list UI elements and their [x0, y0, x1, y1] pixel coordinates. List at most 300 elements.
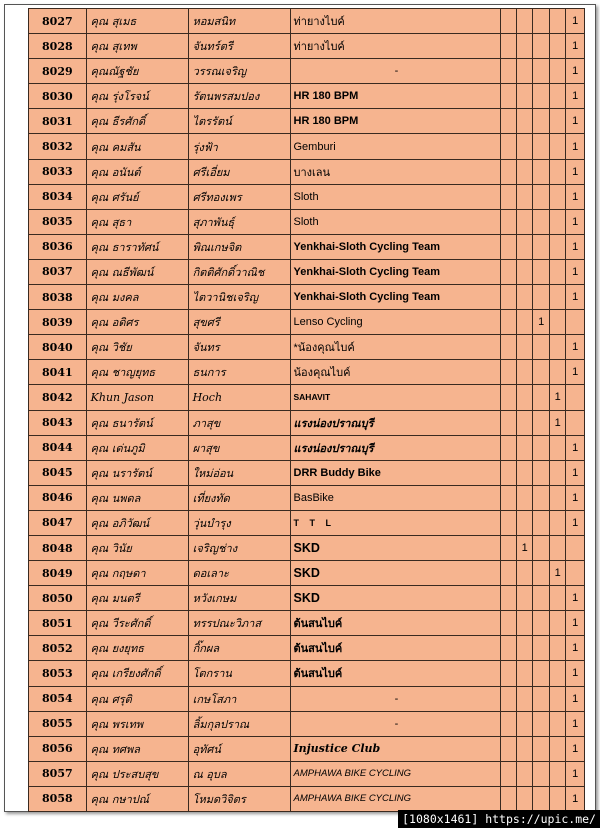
bib-number: 8050 [29, 586, 87, 611]
category-mark [533, 460, 549, 485]
category-mark [549, 360, 565, 385]
team-name: Gemburi [290, 134, 500, 159]
category-mark [500, 59, 516, 84]
category-mark [533, 736, 549, 761]
category-mark [500, 410, 516, 435]
category-mark: 1 [517, 535, 533, 560]
bib-number: 8032 [29, 134, 87, 159]
last-name: สุภาพันธุ์ [188, 209, 290, 234]
team-name: ท่ายางไบค์ [290, 34, 500, 59]
category-mark [500, 134, 516, 159]
table-row [29, 611, 585, 636]
first-name: คุณ ศรันย์ [86, 184, 188, 209]
category-mark [517, 586, 533, 611]
table-row [29, 34, 585, 59]
bib-number: 8049 [29, 561, 87, 586]
last-name: Hoch [188, 385, 290, 410]
bib-number: 8034 [29, 184, 87, 209]
category-mark: 1 [566, 209, 585, 234]
category-mark: 1 [566, 786, 585, 811]
last-name: รุ่งฟ้า [188, 134, 290, 159]
category-mark: 1 [566, 109, 585, 134]
first-name: คุณ นพดล [86, 485, 188, 510]
team-name: ท่ายางไบค์ [290, 9, 500, 34]
category-mark [500, 285, 516, 310]
category-mark [533, 234, 549, 259]
bib-number: 8037 [29, 259, 87, 284]
table-row [29, 234, 585, 259]
category-mark [517, 285, 533, 310]
category-mark [517, 159, 533, 184]
table-row [29, 9, 585, 34]
first-name: คุณณัฐชัย [86, 59, 188, 84]
first-name: คุณ อนันต์ [86, 159, 188, 184]
category-mark [517, 209, 533, 234]
category-mark [500, 360, 516, 385]
bib-number: 8030 [29, 84, 87, 109]
category-mark [500, 561, 516, 586]
bib-number: 8044 [29, 435, 87, 460]
category-mark [500, 310, 516, 335]
category-mark [500, 485, 516, 510]
team-name: HR 180 BPM [290, 84, 500, 109]
bib-number: 8036 [29, 234, 87, 259]
first-name: คุณ ทศพล [86, 736, 188, 761]
category-mark [517, 184, 533, 209]
first-name: คุณ พรเทพ [86, 711, 188, 736]
category-mark [549, 535, 565, 560]
table-row [29, 259, 585, 284]
team-name: แรงน่องปราณบุรี [290, 435, 500, 460]
category-mark: 1 [566, 510, 585, 535]
team-name: Sloth [290, 184, 500, 209]
last-name: อุทัศน์ [188, 736, 290, 761]
category-mark [500, 184, 516, 209]
category-mark [533, 510, 549, 535]
category-mark [533, 209, 549, 234]
first-name: คุณ ณธีพัฒน์ [86, 259, 188, 284]
category-mark: 1 [566, 761, 585, 786]
category-mark [549, 259, 565, 284]
category-mark [533, 435, 549, 460]
last-name: วุ่นบำรุง [188, 510, 290, 535]
first-name: คุณ ธาราทัศน์ [86, 234, 188, 259]
last-name: โหมดวิจิตร [188, 786, 290, 811]
last-name: เจริญช่าง [188, 535, 290, 560]
team-name: SKD [290, 561, 500, 586]
team-name: - [290, 686, 500, 711]
category-mark: 1 [566, 586, 585, 611]
category-mark [549, 109, 565, 134]
last-name: กิตติศักดิ์วาณิช [188, 259, 290, 284]
category-mark [517, 485, 533, 510]
team-name: Sloth [290, 209, 500, 234]
table-row [29, 59, 585, 84]
category-mark [500, 460, 516, 485]
team-name: SKD [290, 535, 500, 560]
last-name: หอมสนิท [188, 9, 290, 34]
category-mark: 1 [566, 360, 585, 385]
table-row [29, 711, 585, 736]
category-mark: 1 [566, 234, 585, 259]
first-name: คุณ เด่นภูมิ [86, 435, 188, 460]
category-mark: 1 [566, 611, 585, 636]
category-mark: 1 [566, 59, 585, 84]
category-mark [549, 209, 565, 234]
category-mark [533, 84, 549, 109]
category-mark [517, 661, 533, 686]
category-mark [517, 360, 533, 385]
category-mark [549, 34, 565, 59]
table-row [29, 736, 585, 761]
first-name: คุณ นรารัตน์ [86, 460, 188, 485]
category-mark [500, 335, 516, 360]
table-row [29, 109, 585, 134]
category-mark [517, 761, 533, 786]
category-mark [517, 84, 533, 109]
bib-number: 8056 [29, 736, 87, 761]
last-name: สุขศรี [188, 310, 290, 335]
category-mark [517, 34, 533, 59]
bib-number: 8052 [29, 636, 87, 661]
first-name: คุณ อภิวัฒน์ [86, 510, 188, 535]
category-mark: 1 [566, 159, 585, 184]
bib-number: 8031 [29, 109, 87, 134]
last-name: หวังเกษม [188, 586, 290, 611]
category-mark [517, 711, 533, 736]
team-name: BasBike [290, 485, 500, 510]
last-name: จันทร [188, 335, 290, 360]
category-mark [517, 435, 533, 460]
category-mark [533, 134, 549, 159]
last-name: ณ อุบล [188, 761, 290, 786]
category-mark [517, 335, 533, 360]
table-row [29, 84, 585, 109]
first-name: คุณ สุเทพ [86, 34, 188, 59]
team-name: ต้นสนไบค์ [290, 636, 500, 661]
category-mark: 1 [566, 485, 585, 510]
team-name: AMPHAWA BIKE CYCLING [290, 761, 500, 786]
category-mark [533, 184, 549, 209]
team-name: ต้นสนไบค์ [290, 611, 500, 636]
category-mark [549, 686, 565, 711]
category-mark [517, 134, 533, 159]
category-mark [500, 9, 516, 34]
table-row [29, 661, 585, 686]
team-name: บางเลน [290, 159, 500, 184]
first-name: คุณ ชาญยุทธ [86, 360, 188, 385]
category-mark: 1 [566, 661, 585, 686]
bib-number: 8038 [29, 285, 87, 310]
category-mark [517, 561, 533, 586]
category-mark: 1 [566, 736, 585, 761]
watermark-label: [1080x1461] https://upic.me/ [398, 810, 600, 828]
first-name: คุณ มงคล [86, 285, 188, 310]
category-mark: 1 [533, 310, 549, 335]
last-name: พิณเกษจิต [188, 234, 290, 259]
first-name: คุณ วีระศักดิ์ [86, 611, 188, 636]
category-mark [549, 736, 565, 761]
last-name: ลิ้มกุลปราณ [188, 711, 290, 736]
team-name: Lenso Cycling [290, 310, 500, 335]
team-name: Yenkhai-Sloth Cycling Team [290, 285, 500, 310]
category-mark [500, 586, 516, 611]
category-mark [517, 410, 533, 435]
category-mark [549, 485, 565, 510]
bib-number: 8054 [29, 686, 87, 711]
category-mark [517, 259, 533, 284]
bib-number: 8040 [29, 335, 87, 360]
first-name: Khun Jason [86, 385, 188, 410]
first-name: คุณ อดิศร [86, 310, 188, 335]
category-mark [549, 636, 565, 661]
category-mark [517, 736, 533, 761]
category-mark [533, 159, 549, 184]
category-mark: 1 [566, 460, 585, 485]
team-name: Injustice Club [290, 736, 500, 761]
first-name: คุณ มนตรี [86, 586, 188, 611]
category-mark [549, 234, 565, 259]
first-name: คุณ วินัย [86, 535, 188, 560]
table-row [29, 310, 585, 335]
bib-number: 8035 [29, 209, 87, 234]
category-mark [566, 385, 585, 410]
category-mark [533, 761, 549, 786]
last-name: จันทร์ตรี [188, 34, 290, 59]
category-mark: 1 [549, 410, 565, 435]
category-mark [566, 535, 585, 560]
category-mark [517, 310, 533, 335]
category-mark [533, 285, 549, 310]
first-name: คุณ คมสัน [86, 134, 188, 159]
category-mark [533, 586, 549, 611]
category-mark [549, 335, 565, 360]
category-mark [533, 611, 549, 636]
category-mark [549, 134, 565, 159]
category-mark [533, 485, 549, 510]
category-mark [533, 686, 549, 711]
category-mark [500, 159, 516, 184]
category-mark: 1 [566, 84, 585, 109]
category-mark [549, 611, 565, 636]
category-mark [533, 410, 549, 435]
bib-number: 8033 [29, 159, 87, 184]
category-mark [517, 786, 533, 811]
bib-number: 8046 [29, 485, 87, 510]
first-name: คุณ ศรุติ [86, 686, 188, 711]
category-mark: 1 [566, 184, 585, 209]
category-mark: 1 [566, 636, 585, 661]
table-row [29, 285, 585, 310]
category-mark [533, 335, 549, 360]
team-name: Yenkhai-Sloth Cycling Team [290, 234, 500, 259]
table-row [29, 184, 585, 209]
team-name: HR 180 BPM [290, 109, 500, 134]
bib-number: 8057 [29, 761, 87, 786]
last-name: โตกราน [188, 661, 290, 686]
bib-number: 8039 [29, 310, 87, 335]
category-mark [500, 786, 516, 811]
category-mark [549, 586, 565, 611]
first-name: คุณ เกรียงศักดิ์ [86, 661, 188, 686]
table-row [29, 510, 585, 535]
category-mark: 1 [566, 711, 585, 736]
team-name: DRR Buddy Bike [290, 460, 500, 485]
table-row [29, 159, 585, 184]
category-mark [500, 385, 516, 410]
bib-number: 8029 [29, 59, 87, 84]
category-mark [500, 435, 516, 460]
category-mark [500, 636, 516, 661]
bib-number: 8043 [29, 410, 87, 435]
category-mark: 1 [566, 435, 585, 460]
category-mark [549, 435, 565, 460]
first-name: คุณ วิชัย [86, 335, 188, 360]
category-mark: 1 [566, 285, 585, 310]
category-mark [500, 234, 516, 259]
last-name: ศรีทองเพร [188, 184, 290, 209]
category-mark [533, 259, 549, 284]
team-name: SKD [290, 586, 500, 611]
last-name: ไตวานิชเจริญ [188, 285, 290, 310]
category-mark [549, 59, 565, 84]
category-mark [500, 510, 516, 535]
bib-number: 8045 [29, 460, 87, 485]
last-name: ศรีเอี่ยม [188, 159, 290, 184]
category-mark [500, 711, 516, 736]
bib-number: 8042 [29, 385, 87, 410]
table-row [29, 435, 585, 460]
category-mark [549, 9, 565, 34]
last-name: ทรรปณะวิภาส [188, 611, 290, 636]
team-name: T T L [290, 510, 500, 535]
team-name: SAHAVIT [290, 385, 500, 410]
table-row [29, 410, 585, 435]
last-name: เกษโสภา [188, 686, 290, 711]
category-mark [533, 711, 549, 736]
category-mark [500, 84, 516, 109]
category-mark [566, 410, 585, 435]
category-mark [549, 184, 565, 209]
category-mark [533, 34, 549, 59]
category-mark: 1 [566, 686, 585, 711]
category-mark [517, 510, 533, 535]
category-mark [533, 59, 549, 84]
category-mark [549, 285, 565, 310]
category-mark [549, 761, 565, 786]
bib-number: 8028 [29, 34, 87, 59]
last-name: เที่ยงทัด [188, 485, 290, 510]
last-name: ดอเลาะ [188, 561, 290, 586]
team-name: *น้องคุณไบค์ [290, 335, 500, 360]
registration-rows [29, 9, 585, 812]
team-name: ต้นสนไบค์ [290, 661, 500, 686]
category-mark [517, 234, 533, 259]
first-name: คุณ ธนารัตน์ [86, 410, 188, 435]
category-mark [549, 460, 565, 485]
team-name: AMPHAWA BIKE CYCLING [290, 786, 500, 811]
first-name: คุณ กฤษดา [86, 561, 188, 586]
category-mark [566, 310, 585, 335]
last-name: ใหม่อ่อน [188, 460, 290, 485]
table-row [29, 535, 585, 560]
team-name: - [290, 711, 500, 736]
category-mark [549, 786, 565, 811]
first-name: คุณ สุเมธ [86, 9, 188, 34]
category-mark: 1 [566, 335, 585, 360]
bib-number: 8058 [29, 786, 87, 811]
last-name: ไตรรัตน์ [188, 109, 290, 134]
table-row [29, 134, 585, 159]
category-mark [533, 385, 549, 410]
bib-number: 8048 [29, 535, 87, 560]
category-mark [500, 209, 516, 234]
category-mark [500, 259, 516, 284]
first-name: คุณ ยงยุทธ [86, 636, 188, 661]
team-name: แรงน่องปราณบุรี [290, 410, 500, 435]
bib-number: 8041 [29, 360, 87, 385]
table-row [29, 561, 585, 586]
last-name: ภาสุข [188, 410, 290, 435]
registration-table [28, 8, 585, 812]
category-mark [517, 460, 533, 485]
table-row [29, 636, 585, 661]
table-row [29, 335, 585, 360]
category-mark [533, 561, 549, 586]
category-mark [500, 686, 516, 711]
category-mark: 1 [549, 561, 565, 586]
team-name: น้องคุณไบค์ [290, 360, 500, 385]
category-mark: 1 [566, 134, 585, 159]
table-row [29, 586, 585, 611]
category-mark [517, 9, 533, 34]
bib-number: 8051 [29, 611, 87, 636]
last-name: รัตนพรสมปอง [188, 84, 290, 109]
category-mark [517, 611, 533, 636]
bib-number: 8055 [29, 711, 87, 736]
category-mark [533, 360, 549, 385]
category-mark [533, 109, 549, 134]
category-mark [566, 561, 585, 586]
category-mark [533, 535, 549, 560]
bib-number: 8047 [29, 510, 87, 535]
category-mark: 1 [566, 259, 585, 284]
category-mark [549, 84, 565, 109]
category-mark [500, 661, 516, 686]
last-name: ธนการ [188, 360, 290, 385]
bib-number: 8053 [29, 661, 87, 686]
table-row [29, 761, 585, 786]
category-mark [517, 385, 533, 410]
table-row [29, 360, 585, 385]
last-name: ผาสุข [188, 435, 290, 460]
category-mark [533, 9, 549, 34]
table-row [29, 460, 585, 485]
table-row [29, 385, 585, 410]
category-mark [533, 661, 549, 686]
category-mark [533, 786, 549, 811]
category-mark [517, 686, 533, 711]
team-name: Yenkhai-Sloth Cycling Team [290, 259, 500, 284]
category-mark [549, 711, 565, 736]
category-mark [500, 611, 516, 636]
category-mark [549, 661, 565, 686]
category-mark [549, 310, 565, 335]
first-name: คุณ กษาปณ์ [86, 786, 188, 811]
category-mark [517, 636, 533, 661]
table-row [29, 209, 585, 234]
table-row [29, 686, 585, 711]
